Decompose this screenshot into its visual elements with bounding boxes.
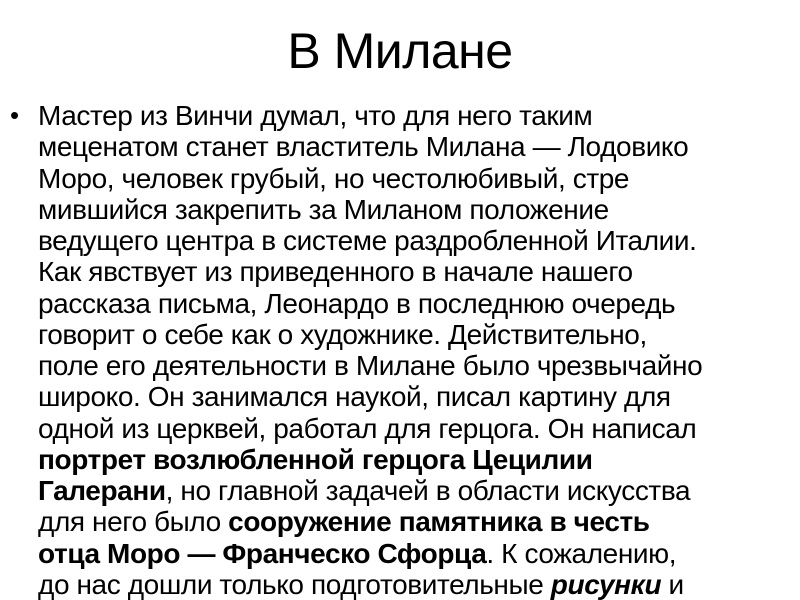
text-segment: Моро, человек грубый, но честолюбивый, стре: [38, 162, 630, 194]
text-line: [38, 506, 796, 537]
text-line: [38, 256, 796, 287]
text-segment: Галерани: [38, 475, 166, 506]
text-line: [38, 444, 796, 475]
text-line: [38, 569, 796, 600]
text-segment: , но главной задачей в области искусства: [165, 475, 691, 506]
text-segment: до нас дошли только подготовительные: [38, 568, 551, 600]
text-segment: рассказа письма, Леонардо в последнюю очередь: [38, 287, 676, 319]
text-line: [38, 475, 796, 506]
text-segment: и: [661, 568, 684, 600]
text-line: [38, 288, 796, 319]
slide-title: В Милане: [287, 23, 513, 79]
text-segment: отца Моро — Франческо Сфорца: [38, 537, 487, 569]
bullet-icon: •: [10, 100, 20, 130]
text-line: [38, 225, 796, 256]
text-segment: Как явствует из приведенного в начале нашего: [38, 256, 633, 288]
text-segment: широко. Он занимался наукой, писал картину для: [38, 381, 671, 413]
text-segment: Мастер из Винчи думал, что для него таким: [38, 100, 593, 131]
text-segment: . К сожалению,: [486, 537, 677, 569]
body-text: [38, 100, 796, 600]
text-segment: ведущего центра в системе раздробленной Италии.: [38, 225, 697, 256]
text-segment: портрет возлюбленной герцога Цецилии: [38, 443, 593, 475]
text-line: [38, 163, 796, 194]
text-line: [38, 413, 796, 444]
text-segment: одной из церквей, работал для герцога. Он написал: [38, 412, 697, 444]
text-segment: меценатом станет властитель Милана — Лодовико: [38, 131, 689, 163]
text-line: [38, 131, 796, 162]
text-segment: сооружение памятника в честь: [228, 506, 650, 538]
text-line: [38, 381, 796, 412]
text-line: [38, 350, 796, 381]
text-segment: рисунки: [550, 568, 662, 600]
text-line: [38, 194, 796, 225]
text-line: [38, 100, 796, 131]
text-segment: для него было: [38, 506, 229, 538]
text-line: [38, 319, 796, 350]
text-segment: говорит о себе как о художнике. Действительно,: [38, 318, 647, 350]
text-segment: поле его деятельности в Милане было чрезвычайно: [38, 350, 703, 381]
text-segment: мившийся закрепить за Миланом положение: [38, 193, 609, 225]
text-line: [38, 538, 796, 569]
